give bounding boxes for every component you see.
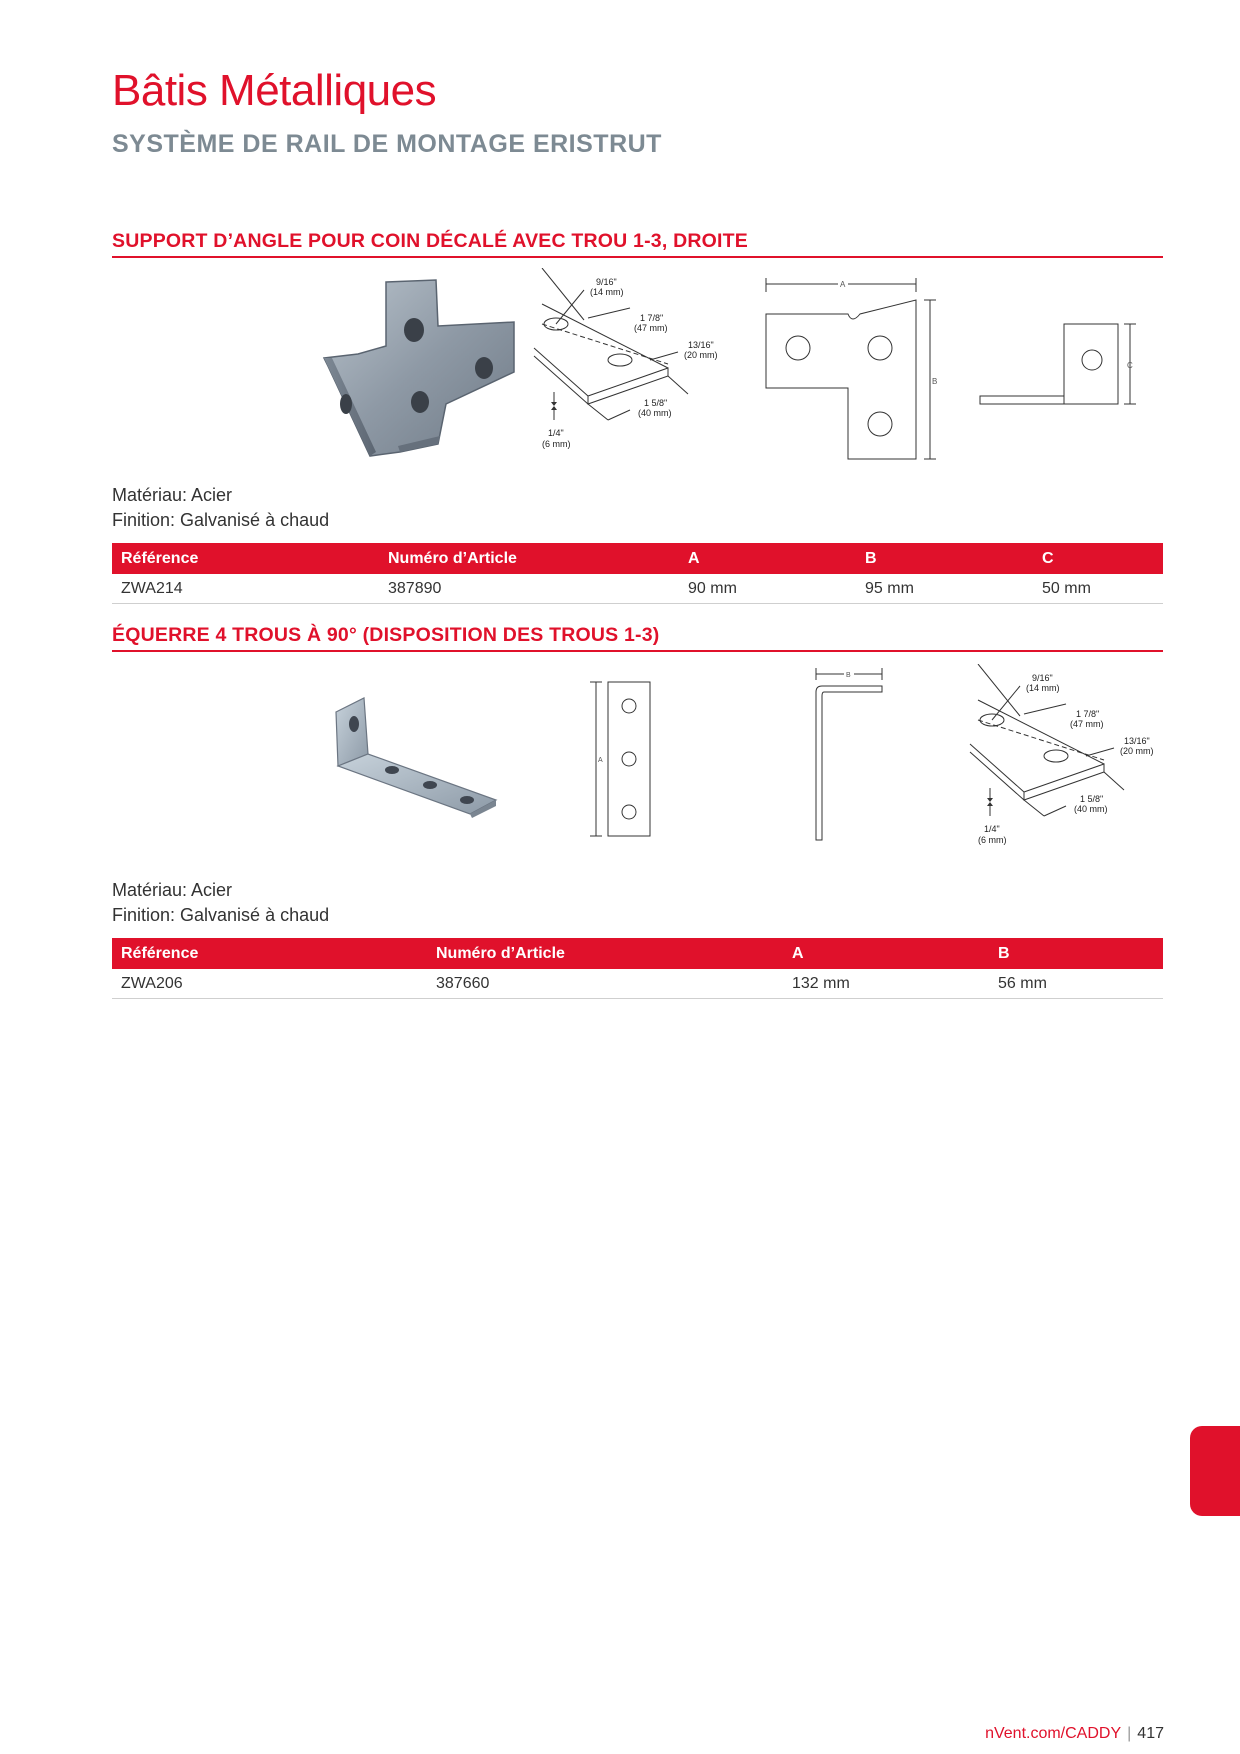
svg-text:13/16": 13/16" [1124, 736, 1150, 746]
table-cell: 56 mm [989, 969, 1163, 999]
col-header: C [1033, 543, 1163, 574]
col-header: Référence [112, 938, 427, 969]
svg-text:A: A [840, 280, 846, 289]
svg-text:(20 mm): (20 mm) [684, 350, 718, 360]
section-tab-marker [1190, 1426, 1240, 1516]
table-cell: ZWA214 [112, 574, 379, 604]
svg-text:1 5/8": 1 5/8" [644, 398, 668, 408]
svg-text:1 5/8": 1 5/8" [1080, 794, 1104, 804]
section1-table [112, 543, 1163, 604]
page-number: 417 [1137, 1725, 1164, 1742]
page-subtitle: SYSTÈME DE RAIL DE MONTAGE ERISTRUT [112, 130, 662, 158]
finish-text: Finition: Galvanisé à chaud [112, 905, 330, 925]
footer-separator: | [1127, 1725, 1132, 1742]
dimension-drawing-front-1 [760, 270, 950, 470]
section2-table [112, 938, 1163, 999]
product-photo-corner-bracket [318, 276, 518, 458]
dimension-drawing-side-2 [810, 664, 890, 844]
svg-text:(14 mm): (14 mm) [590, 287, 624, 297]
product-photo-angle-bracket [330, 694, 500, 818]
finish-text: Finition: Galvanisé à chaud [112, 510, 330, 530]
svg-text:(40 mm): (40 mm) [1074, 804, 1108, 814]
svg-text:B: B [932, 377, 938, 386]
svg-text:1/4": 1/4" [984, 824, 1000, 834]
footer-link[interactable]: nVent.com/CADDY [985, 1725, 1122, 1742]
table-cell: 387660 [427, 969, 783, 999]
section2-specs [112, 878, 329, 928]
col-header: Référence [112, 543, 379, 574]
svg-text:(20 mm): (20 mm) [1120, 746, 1154, 756]
dimension-drawing-iso-2 [964, 664, 1164, 850]
col-header: Numéro d’Article [379, 543, 679, 574]
svg-text:C: C [1127, 361, 1133, 370]
table-cell: ZWA206 [112, 969, 427, 999]
svg-text:9/16": 9/16" [1032, 673, 1053, 683]
svg-text:1/4": 1/4" [548, 428, 564, 438]
section1-heading: SUPPORT D’ANGLE POUR COIN DÉCALÉ AVEC TROU 1-3, DROITE [112, 230, 1163, 258]
col-header: B [989, 938, 1163, 969]
svg-text:(6 mm): (6 mm) [978, 835, 1007, 845]
table-cell: 90 mm [679, 574, 856, 604]
section2-heading: ÉQUERRE 4 TROUS À 90° (DISPOSITION DES TROUS 1-3) [112, 624, 1163, 652]
col-header: Numéro d’Article [427, 938, 783, 969]
svg-text:(47 mm): (47 mm) [634, 323, 668, 333]
material-text: Matériau: Acier [112, 485, 233, 505]
svg-text:13/16": 13/16" [688, 340, 714, 350]
table-cell: 50 mm [1033, 574, 1163, 604]
table-cell: 132 mm [783, 969, 989, 999]
col-header: A [783, 938, 989, 969]
table-cell: 387890 [379, 574, 679, 604]
svg-text:(47 mm): (47 mm) [1070, 719, 1104, 729]
page-title: Bâtis Métalliques [112, 66, 437, 115]
svg-text:9/16": 9/16" [596, 277, 617, 287]
col-header: A [679, 543, 856, 574]
svg-text:(6 mm): (6 mm) [542, 439, 571, 449]
table-row [112, 969, 1163, 999]
section1-specs [112, 483, 329, 533]
table-header-row [112, 543, 1163, 574]
material-text: Matériau: Acier [112, 880, 233, 900]
dimension-drawing-iso-1 [528, 268, 728, 454]
svg-text:B: B [846, 672, 851, 679]
svg-text:1 7/8": 1 7/8" [640, 313, 664, 323]
table-row [112, 574, 1163, 604]
table-header-row [112, 938, 1163, 969]
svg-text:A: A [598, 757, 603, 764]
svg-text:(40 mm): (40 mm) [638, 408, 672, 418]
dimension-drawing-front-2 [586, 680, 656, 840]
svg-text:1 7/8": 1 7/8" [1076, 709, 1100, 719]
table-cell: 95 mm [856, 574, 1033, 604]
svg-text:(14 mm): (14 mm) [1026, 683, 1060, 693]
col-header: B [856, 543, 1033, 574]
page-footer [985, 1725, 1164, 1743]
dimension-drawing-side-1 [976, 322, 1156, 412]
